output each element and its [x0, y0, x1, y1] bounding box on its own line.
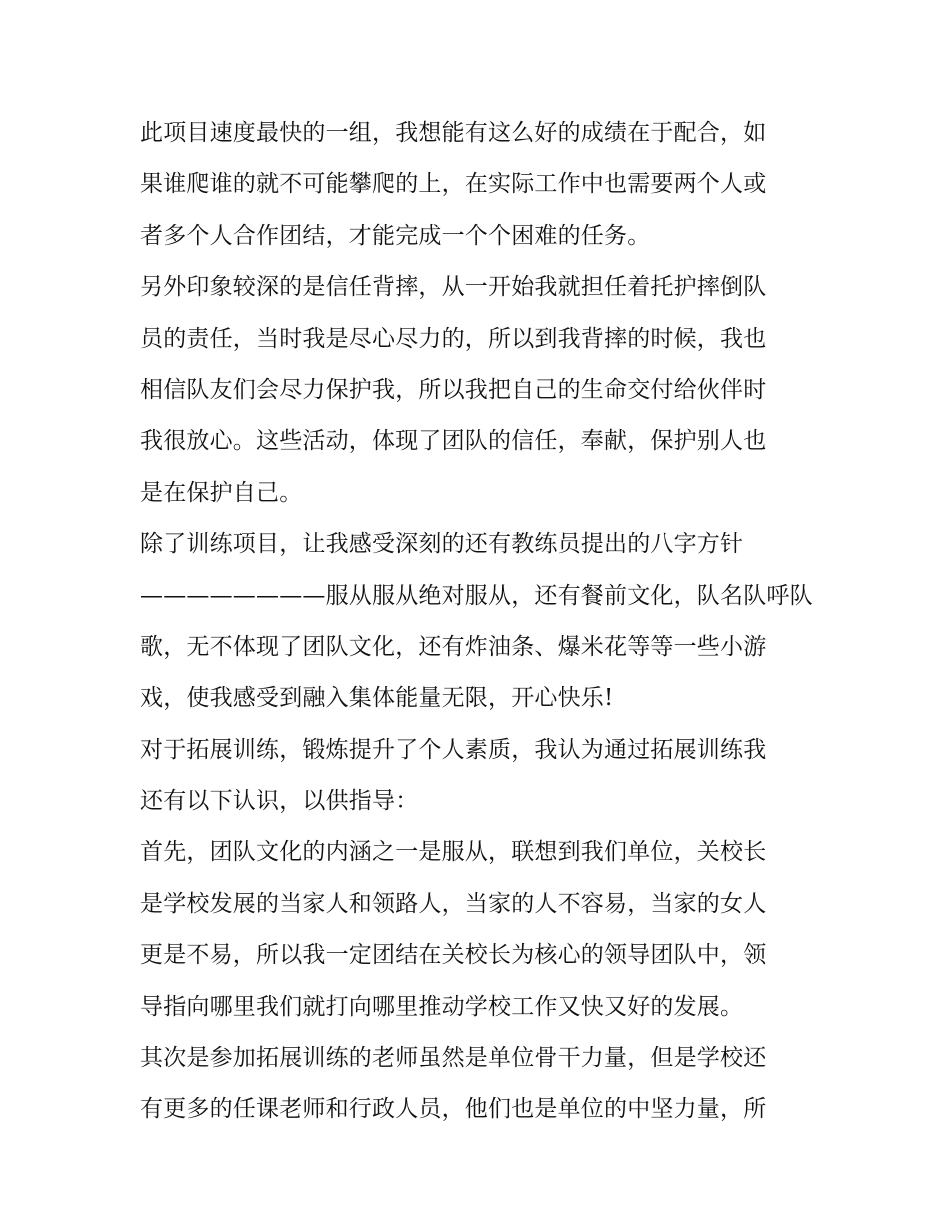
text-line: 更是不易，所以我一定团结在关校长为核心的领导团队中，领 — [140, 942, 767, 969]
text-line: 此项目速度最快的一组，我想能有这么好的成绩在于配合，如 — [140, 120, 767, 146]
text-line: 还有以下认识，以供指导： — [140, 788, 419, 815]
text-line: 其次是参加拓展训练的老师虽然是单位骨干力量，但是学校还 — [140, 1045, 767, 1072]
text-line: 除了训练项目，让我感受深刻的还有教练员提出的八字方针 — [140, 531, 744, 558]
text-line: 我很放心。这些活动，体现了团队的信任，奉献，保护别人也 — [140, 428, 767, 455]
text-line: 是学校发展的当家人和领路人，当家的人不容易，当家的女人 — [140, 890, 767, 917]
text-line: ————————服从服从绝对服从，还有餐前文化，队名队呼队 — [140, 582, 813, 609]
text-line: 有更多的任课老师和行政人员，他们也是单位的中坚力量，所 — [140, 1096, 767, 1123]
text-line: 员的责任，当时我是尽心尽力的，所以到我背摔的时候，我也 — [140, 325, 767, 352]
document-body — [140, 108, 820, 1136]
text-line: 相信队友们会尽力保护我，所以我把自己的生命交付给伙伴时 — [140, 376, 767, 403]
text-line: 首先，团队文化的内涵之一是服从，联想到我们单位，关校长 — [140, 839, 767, 866]
text-line: 对于拓展训练，锻炼提升了个人素质，我认为通过拓展训练我 — [140, 736, 767, 763]
text-line: 戏，使我感受到融入集体能量无限，开心快乐! — [140, 685, 614, 712]
text-line: 是在保护自己。 — [140, 479, 303, 506]
text-line: 者多个人合作团结，才能完成一个个困难的任务。 — [140, 222, 651, 249]
text-line: 果谁爬谁的就不可能攀爬的上，在实际工作中也需要两个人或 — [140, 171, 767, 198]
text-line: 导指向哪里我们就打向哪里推动学校工作又快又好的发展。 — [140, 993, 744, 1020]
text-line: 另外印象较深的是信任背摔，从一开始我就担任着托护摔倒队 — [140, 274, 767, 301]
text-line: 歌，无不体现了团队文化，还有炸油条、爆米花等等一些小游 — [140, 633, 767, 660]
